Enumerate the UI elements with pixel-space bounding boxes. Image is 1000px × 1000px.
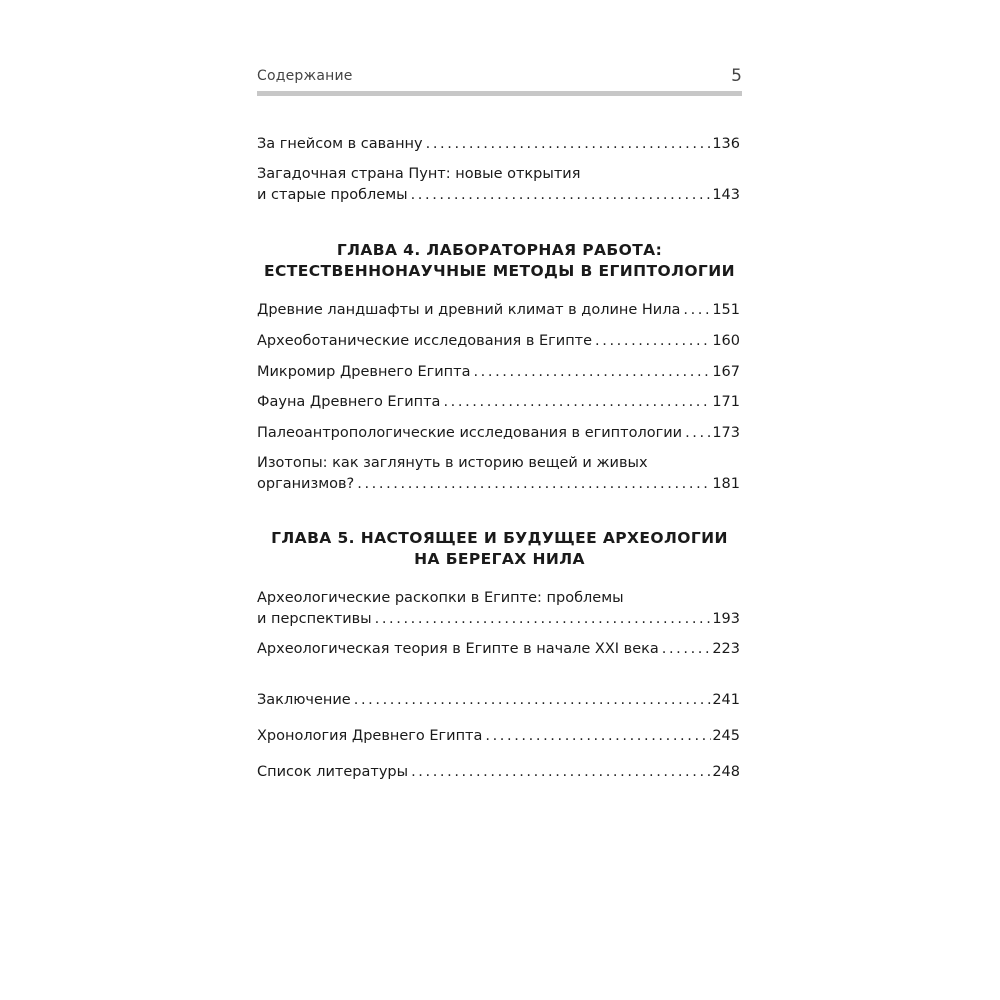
toc-entry-page: 193 [712,611,740,627]
toc-entry[interactable] [257,762,740,783]
toc-entry[interactable] [257,134,740,155]
dot-leader [411,762,711,783]
toc-entry-line [257,726,740,747]
toc-entry-title: Хронология Древнего Египта [257,728,483,744]
toc-entry-page: 248 [712,764,740,780]
toc-entry-line [257,300,740,321]
chapter-heading [257,240,742,282]
toc-entry-title: Список литературы [257,764,409,780]
toc-entry-title-line: Изотопы: как заглянуть в историю вещей и живых [257,455,648,471]
toc-entry-line [257,762,740,783]
toc-entry-title: организмов? [257,476,355,492]
toc-entry-title: Микромир Древнего Египта [257,364,471,380]
toc-entry[interactable] [257,726,740,747]
toc-entry-page: 241 [712,692,740,708]
toc-entry[interactable] [257,423,740,444]
dot-leader [683,300,711,321]
chapter-heading [257,528,742,570]
toc-entry-title: Археоботанические исследования в Египте [257,333,593,349]
toc-entry-line [257,185,740,206]
toc-entry-title: Фауна Древнего Египта [257,394,441,410]
toc-entry[interactable] [257,588,740,630]
toc-entry-page: 167 [712,364,740,380]
chapter-heading-line: НА БЕРЕГАХ НИЛА [414,550,585,568]
dot-leader [354,690,712,711]
chapter-heading-line: ЕСТЕСТВЕННОНАУЧНЫЕ МЕТОДЫ В ЕГИПТОЛОГИИ [264,262,735,280]
dot-leader [685,423,711,444]
toc-entry-page: 245 [712,728,740,744]
toc-entry-title-line: Археологические раскопки в Египте: проблемы [257,590,624,606]
toc-entry-page: 143 [712,187,740,203]
dot-leader [662,639,712,660]
toc-entry-page: 171 [712,394,740,410]
toc-entry-line [257,609,740,630]
toc-entry[interactable] [257,690,740,711]
toc-entry-line [257,362,740,383]
page-number: 5 [731,66,742,86]
toc-entry-line [257,331,740,352]
toc-entry-page: 136 [712,136,740,152]
dot-leader [473,362,711,383]
toc-entry-line [257,423,740,444]
toc-entry-title-line: Загадочная страна Пунт: новые открытия [257,166,581,182]
toc-entry-page: 160 [712,333,740,349]
toc-entry-page: 151 [712,302,740,318]
toc-entry[interactable] [257,300,740,321]
toc-entry-page: 223 [712,641,740,657]
toc-entry-line [257,639,740,660]
toc-entry-line [257,134,740,155]
toc-entry-page: 181 [712,476,740,492]
dot-leader [375,609,712,630]
dot-leader [443,392,711,413]
toc-entry-title: Древние ландшафты и древний климат в долине Нила [257,302,681,318]
toc-entry[interactable] [257,362,740,383]
chapter-heading-line: ГЛАВА 4. ЛАБОРАТОРНАЯ РАБОТА: [336,241,663,259]
dot-leader [411,185,712,206]
toc-entry-title: Археологическая теория в Египте в начале XXI века [257,641,659,657]
toc-entry-page: 173 [712,425,740,441]
dot-leader [357,474,711,495]
toc-entry-title: Палеоантропологические исследования в египтологии [257,425,683,441]
chapter-heading-line: ГЛАВА 5. НАСТОЯЩЕЕ И БУДУЩЕЕ АРХЕОЛОГИИ [271,529,728,547]
toc-entry-title: Заключение [257,692,351,708]
running-title: Содержание [257,68,353,84]
toc-entry-title: и перспективы [257,611,372,627]
running-header [257,66,742,90]
toc-entry-title: За гнейсом в саванну [257,136,423,152]
toc-entry[interactable] [257,164,740,206]
toc-entry[interactable] [257,331,740,352]
toc-entry-title: и старые проблемы [257,187,408,203]
toc-entry-line [257,392,740,413]
dot-leader [595,331,711,352]
toc-entry[interactable] [257,453,740,495]
dot-leader [485,726,711,747]
toc-entry[interactable] [257,639,740,660]
dot-leader [426,134,712,155]
header-rule [257,91,742,96]
toc-entry[interactable] [257,392,740,413]
toc-entry-line [257,474,740,495]
toc-entry-line [257,690,740,711]
